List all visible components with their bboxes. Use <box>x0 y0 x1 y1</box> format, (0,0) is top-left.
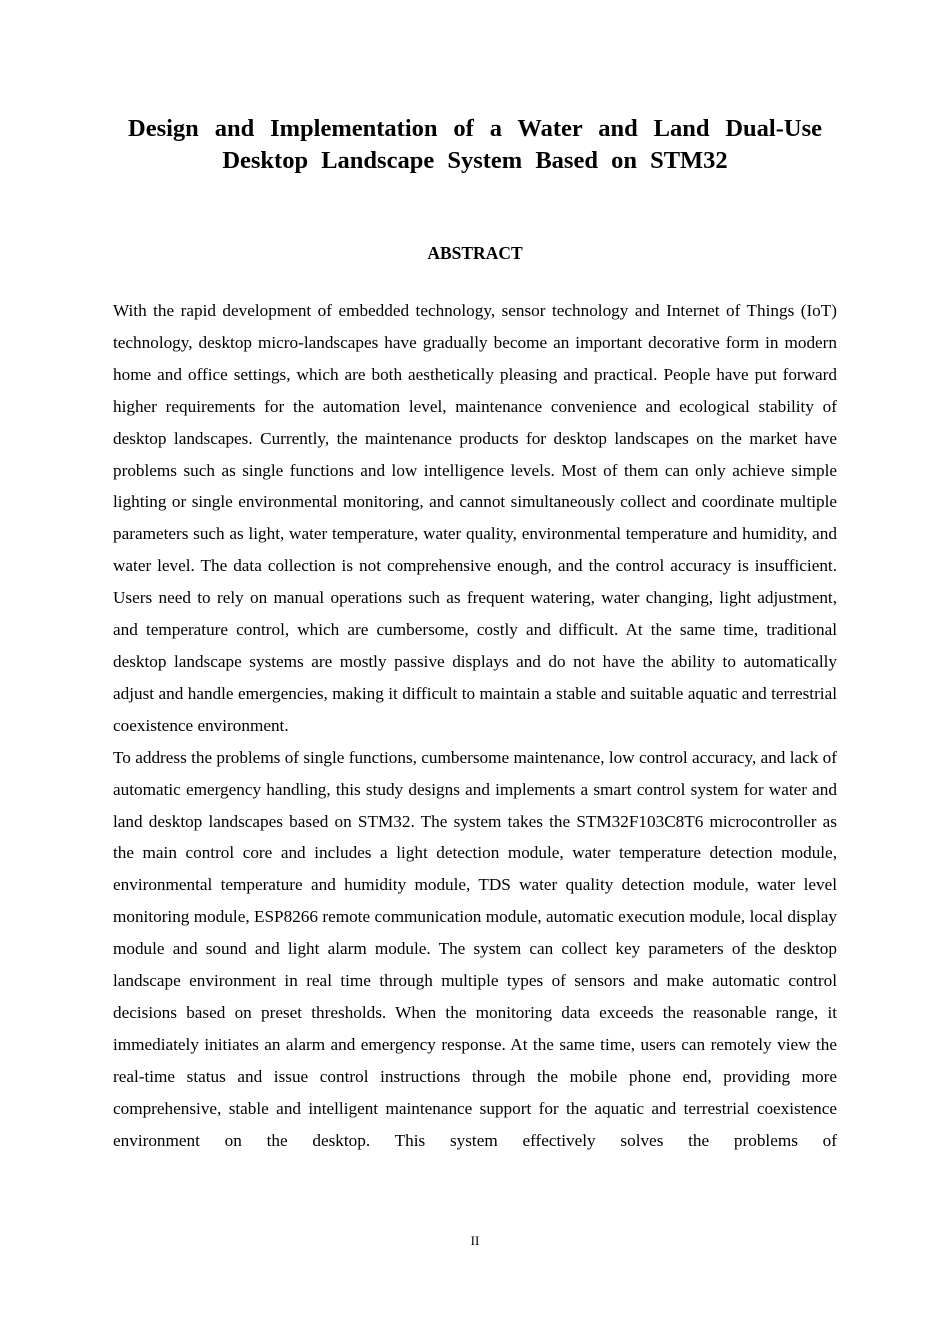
abstract-body <box>113 295 837 1156</box>
page-number: II <box>470 1233 480 1248</box>
abstract-paragraph-2: To address the problems of single functions, cumbersome maintenance, low control accuracy, and lack of automatic emergency handling, this study designs and implements a smart control system for water and land desktop landscapes based on STM32. The system takes the STM32F103C8T6 microcontroller as the main control core and includes a light detection module, water temperature detection module, environmental temperature and humidity module, TDS water quality detection module, water level monitoring module, ESP8266 remote communication module, automatic execution module, local display module and sound and light alarm module. The system can collect key parameters of the desktop landscape environment in real time through multiple types of sensors and make automatic control decisions based on preset thresholds. When the monitoring data exceeds the reasonable range, it immediately initiates an alarm and emergency response. At the same time, users can remotely view the real-time status and issue control instructions through the mobile phone end, providing more comprehensive, stable and intelligent maintenance support for the aquatic and terrestrial coexistence environment on the desktop. This system effectively solves the problems of <box>113 747 837 1150</box>
abstract-paragraph-1: With the rapid development of embedded technology, sensor technology and Internet of Things (IoT) technology, desktop micro-landscapes have gradually become an important decorative form in modern home and office settings, which are both aesthetically pleasing and practical. People have put forward higher requirements for the automation level, maintenance convenience and ecological stability of desktop landscapes. Currently, the maintenance products for desktop landscapes on the market have problems such as single functions and low intelligence levels. Most of them can only achieve simple lighting or single environmental monitoring, and cannot simultaneously collect and coordinate multiple parameters such as light, water temperature, water quality, environmental temperature and humidity, and water level. The data collection is not comprehensive enough, and the control accuracy is insufficient. Users need to rely on manual operations such as frequent watering, water changing, light adjustment, and temperature control, which are cumbersome, costly and difficult. At the same time, traditional desktop landscape systems are mostly passive displays and do not have the ability to automatically adjust and handle emergencies, making it difficult to maintain a stable and suitable aquatic and terrestrial coexistence environment. <box>113 301 837 735</box>
abstract-heading: ABSTRACT <box>427 243 523 263</box>
paper-title: Design and Implementation of a Water and Land Dual-Use Desktop Landscape System Based on STM32 <box>128 115 822 174</box>
